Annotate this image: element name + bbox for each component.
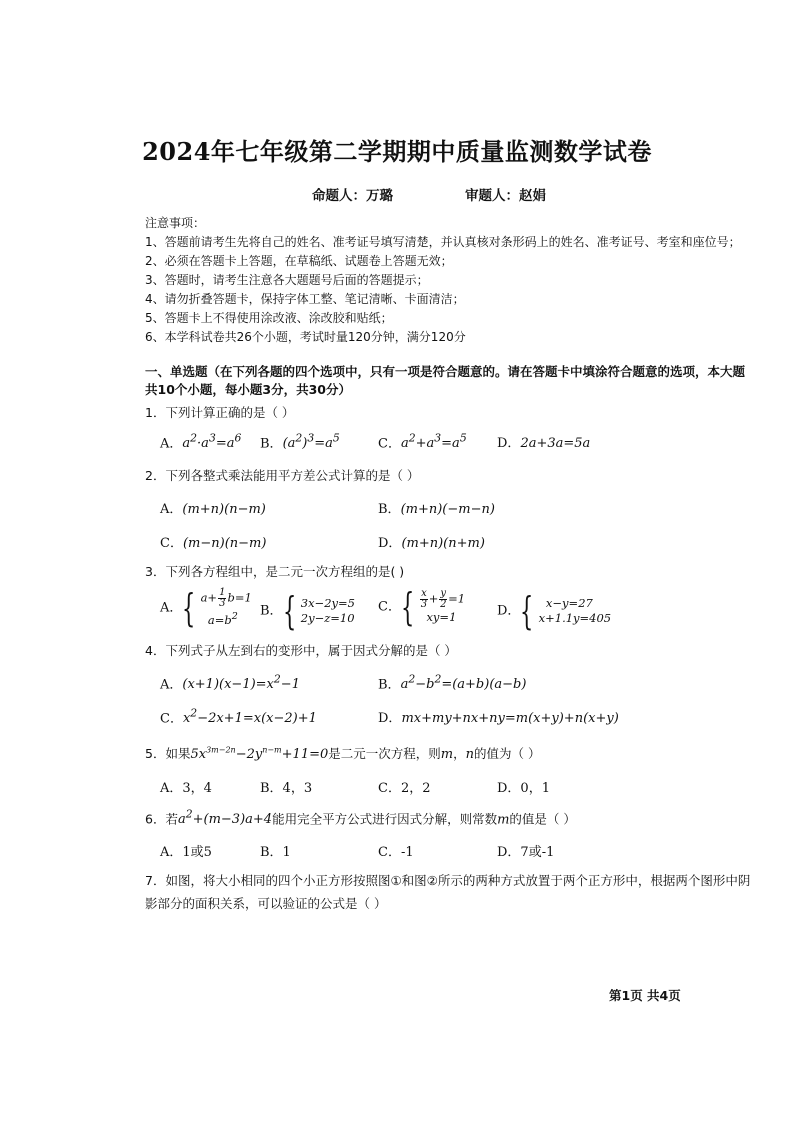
question-4-option-a: A．$(x+1)(x-1)=x^2-1$: [160, 673, 300, 693]
notes-heading: 注意事项：: [145, 216, 206, 230]
question-2-option-b: B．(m+n)(−m−n): [378, 502, 495, 517]
question-3-option-c: C．{ $\frac{x}{3}$ + $\frac{y}{2}$ =1 xy=1: [378, 585, 466, 629]
question-1-option-b: B．$(a^2)^3=a^5$: [260, 432, 340, 452]
question-4-option-b: B．$a^2-b^2=(a+b)(a-b)$: [378, 673, 527, 693]
question-6-option-a: A．1或5: [160, 845, 212, 860]
question-2-option-c: C．(m−n)(n−m): [160, 536, 267, 551]
note-item: 1、答题前请考生先将自己的姓名、准考证号填写清楚，并认真核对条形码上的姓名、准考证号、考室和座位号；: [145, 235, 741, 249]
question-3-option-a: A．{ a+ $\frac{1}{3}$ b=1 $a=b^2$: [160, 585, 252, 630]
note-item: 4、请勿折叠答题卡，保持字体工整、笔记清晰、卡面清洁；: [145, 292, 465, 306]
question-1-option-a: A．$a^2\cdot a^3=a^6$: [160, 432, 242, 452]
question-6-option-b: B．1: [260, 845, 291, 860]
question-6-option-d: D．7或-1: [497, 845, 555, 860]
question-1-option-d: D．2a+3a=5a: [497, 436, 591, 451]
question-5-option-b: B．4，3: [260, 781, 313, 796]
page-title: 2024年七年级第二学期期中质量监测数学试卷: [142, 137, 652, 166]
section-heading: 共10个小题，每小题3分，共30分）: [145, 382, 351, 397]
question-3-stem: 3．下列各方程组中，是二元一次方程组的是( ): [145, 564, 405, 579]
note-item: 5、答题卡上不得使用涂改液、涂改胶和贴纸；: [145, 311, 393, 325]
section-heading: 一、单选题（在下列各题的四个选项中，只有一项是符合题意的。请在答题卡中填涂符合题意的选项，本大题: [145, 364, 746, 379]
question-7-stem-cont: 影部分的面积关系，可以验证的公式是（ ）: [145, 896, 387, 911]
question-5-option-c: C．2，2: [378, 781, 431, 796]
question-7-stem: 7．如图，将大小相同的四个小正方形按照图①和图②所示的两种方式放置于两个正方形中，根据两个图形中阴: [145, 873, 751, 888]
question-1-option-c: C．$a^2+a^3=a^5$: [378, 432, 467, 452]
question-3-option-d: D．{ x−y=27 x+1.1y=405: [497, 589, 612, 633]
page-number: 第1页 共4页: [609, 988, 681, 1003]
note-item: 2、必须在答题卡上答题，在草稿纸、试题卷上答题无效；: [145, 254, 453, 268]
reviewer-label: 审题人：赵娟: [465, 188, 546, 204]
note-item: 3、答题时，请考生注意各大题题号后面的答题提示；: [145, 273, 429, 287]
setter-label: 命题人：万璐: [312, 188, 393, 204]
question-5-option-a: A．3，4: [160, 781, 212, 796]
question-4-option-c: C．$x^2-2x+1=x(x-2)+1$: [160, 707, 317, 727]
note-item: 6、本学科试卷共26个小题，考试时量120分钟，满分120分: [145, 330, 466, 344]
question-3-option-b: B．{ 3x−2y=5 2y−z=10: [260, 589, 355, 633]
question-4-option-d: D．mx+my+nx+ny=m(x+y)+n(x+y): [378, 711, 619, 726]
question-4-stem: 4．下列式子从左到右的变形中，属于因式分解的是（ ）: [145, 643, 457, 658]
question-5-stem: 5．如果$5x^{3m-2n}-2y^{n-m}+11=0$是二元一次方程，则m，n的值为（ ）: [145, 745, 541, 762]
question-5-option-d: D．0，1: [497, 781, 550, 796]
question-6-option-c: C．-1: [378, 845, 414, 860]
question-6-stem: 6．若$a^2+(m-3)a+4$能用完全平方公式进行因式分解，则常数m的值是（ ）: [145, 808, 576, 828]
question-1-stem: 1．下列计算正确的是（ ）: [145, 405, 295, 420]
question-2-option-a: A．(m+n)(n−m): [160, 502, 266, 517]
question-2-stem: 2．下列各整式乘法能用平方差公式计算的是（ ）: [145, 468, 420, 483]
question-2-option-d: D．(m+n)(n+m): [378, 536, 485, 551]
